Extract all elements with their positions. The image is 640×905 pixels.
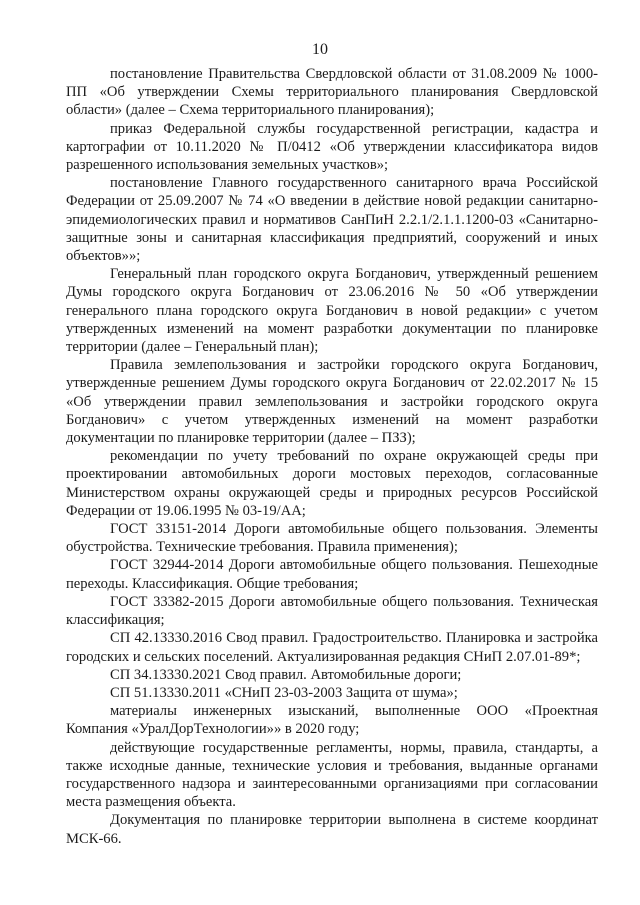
paragraph-sp-51: СП 51.13330.2011 «СНиП 23-03-2003 Защита от шума»; — [110, 684, 458, 701]
paragraph-sp-42: СП 42.13330.2016 Свод правил. Градостроительство. Планировка и застройка городских и сельских поселений. Актуализированная редакция СНиП 2.07.01-89*; — [66, 630, 598, 665]
paragraph-gost-33151: ГОСТ 33151-2014 Дороги автомобильные общего пользования. Элементы обустройства. Технические требования. Правила применения); — [66, 521, 598, 556]
paragraph-gost-32944: ГОСТ 32944-2014 Дороги автомобильные общего пользования. Пешеходные переходы. Классификация. Общие требования; — [66, 557, 598, 592]
paragraph-land-use-classifier: приказ Федеральной службы государственной регистрации, кадастра и картографии от 10.11.2020 № П/0412 «Об утверждении классификатора видов разрешенного использования земельных участков»; — [66, 120, 598, 174]
paragraph-gost-33382: ГОСТ 33382-2015 Дороги автомобильные общего пользования. Техническая классификация; — [66, 593, 598, 629]
paragraph-sp-34: СП 34.13330.2021 Свод правил. Автомобильные дороги; — [110, 666, 462, 683]
paragraph-sanitary-rules: постановление Главного государственного санитарного врача Российской Федерации от 25.09.2007 № 74 «О введении в действие новой редакции санитарно-эпидемиологических правил и нормативов СанПиН 2.2.1/2.1.1.1200-03 «Санитарно-защитные зоны и санитарная классификация предприятий, сооружений и иных объектов»»; — [66, 175, 598, 265]
document-body — [66, 65, 598, 848]
paragraph-engineering-surveys: материалы инженерных изысканий, выполненные ООО «Проектная Компания «УралДорТехнологии»» в 2020 году; — [66, 703, 598, 738]
paragraph-coordinate-system: Документация по планировке территории выполнена в системе координат МСК-66. — [66, 812, 598, 847]
page-number: 10 — [312, 41, 328, 58]
paragraph-regional-planning-scheme: постановление Правительства Свердловской области от 31.08.2009 № 1000-ПП «Об утверждении Схемы территориального планирования Свердловской области» (далее – Схема территориального планирования); — [66, 66, 598, 119]
paragraph-zoning-rules: Правила землепользования и застройки городского округа Богданович, утвержденные решением Думы городского округа Богданович от 22.02.2017 № 15 «Об утверждении правил землепользования и застройки городского округа Богданович» с учетом утвержденных изменений на момент разработки документации по планировке территории (далее – ПЗЗ); — [66, 357, 598, 447]
paragraph-regulations: действующие государственные регламенты, нормы, правила, стандарты, а также исходные данные, технические условия и требования, выданные органами государственного надзора и заинтересованными организациями при согласовании места размещения объекта. — [66, 739, 598, 811]
paragraph-general-plan: Генеральный план городского округа Богданович, утвержденный решением Думы городского округа Богданович от 23.06.2016 № 50 «Об утверждении генерального плана городского округа Богданович в новой редакции» с учетом утвержденных изменений на момент разработки документации по планировке территории (далее – Генеральный план); — [66, 266, 598, 356]
paragraph-environmental-recommendations: рекомендации по учету требований по охране окружающей среды при проектировании автомобильных дороги мостовых переходов, согласованные Министерством охраны окружающей среды и природных ресурсов Российской Федерации от 19.06.1995 № 03-19/АА; — [66, 448, 598, 519]
